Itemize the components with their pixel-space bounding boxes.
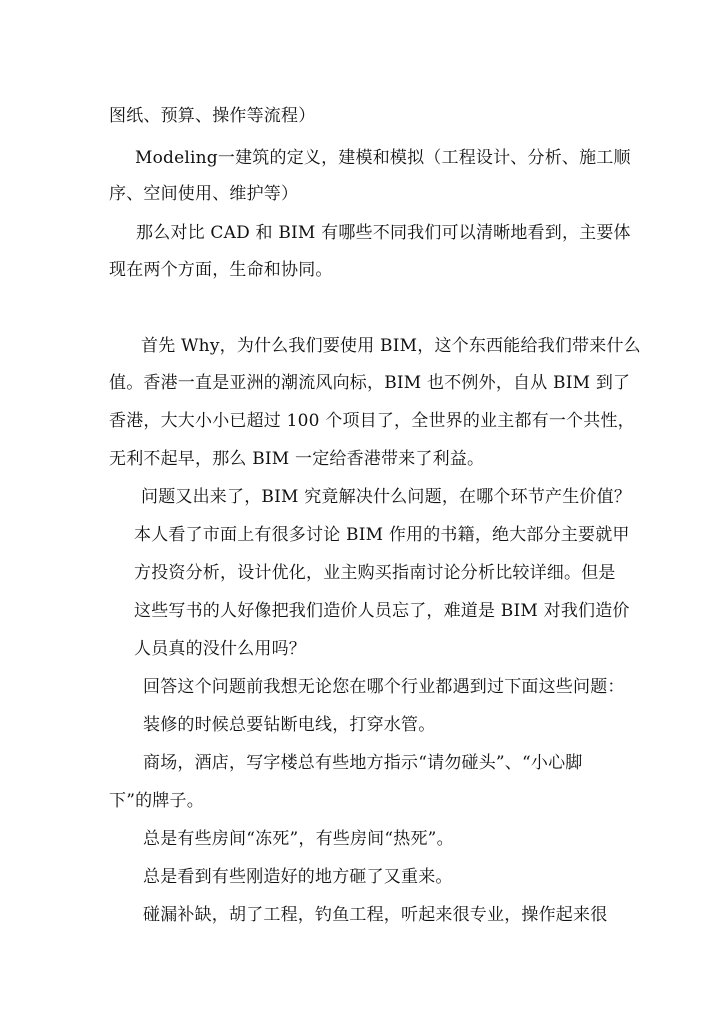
text-line: 总是看到有些刚造好的地方砸了又重来。 (143, 867, 453, 887)
text-line: 序、空间使用、维护等） (109, 184, 299, 204)
text-line: 下”的牌子。 (109, 791, 204, 811)
text-line: 这些写书的人好像把我们造价人员忘了，难道是 BIM 对我们造价 (134, 601, 630, 621)
text-line: 碰漏补缺，胡了工程，钓鱼工程，听起来很专业，操作起来很 (143, 905, 608, 925)
text-line: 图纸、预算、操作等流程） (109, 106, 316, 126)
text-line: 问题又出来了，BIM 究竟解决什么问题，在哪个环节产生价值？ (141, 487, 632, 507)
text-line: 香港，大大小小已超过 100 个项目了，全世界的业主都有一个共性， (109, 411, 635, 431)
text-line: 无利不起早，那么 BIM 一定给香港带来了利益。 (109, 449, 485, 469)
text-line: 商场，酒店，写字楼总有些地方指示“请勿碰头”、“小心脚 (143, 753, 583, 773)
text-line: 装修的时候总要钻断电线，打穿水管。 (143, 715, 436, 735)
text-line: 值。香港一直是亚洲的潮流风向标，BIM 也不例外，自从 BIM 到了 (109, 373, 631, 393)
text-line: 方投资分析，设计优化，业主购买指南讨论分析比较详细。但是 (134, 563, 616, 583)
text-line: 那么对比 CAD 和 BIM 有哪些不同我们可以清晰地看到，主要体 (136, 223, 631, 243)
text-line: 回答这个问题前我想无论您在哪个行业都遇到过下面这些问题： (143, 677, 625, 697)
text-line: 现在两个方面，生命和协同。 (109, 260, 333, 280)
text-line: Modeling一建筑的定义，建模和模拟（工程设计、分析、施工顺 (135, 148, 631, 168)
text-line: 人员真的没什么用吗？ (134, 639, 306, 659)
text-line: 首先 Why，为什么我们要使用 BIM，这个东西能给我们带来什么 (141, 336, 641, 356)
text-line: 总是有些房间“冻死”，有些房间“热死”。 (143, 829, 454, 849)
text-line: 本人看了市面上有很多讨论 BIM 作用的书籍，绝大部分主要就甲 (134, 525, 630, 545)
